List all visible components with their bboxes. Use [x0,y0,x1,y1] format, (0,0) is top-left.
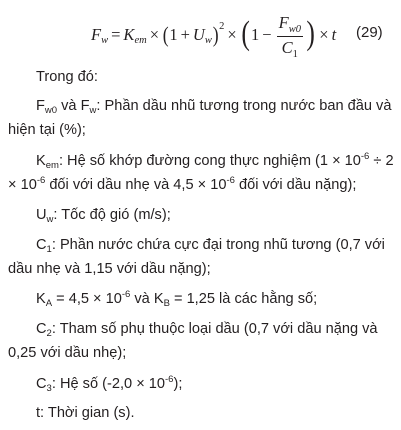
eq-equals: = [111,25,121,44]
def-kb-symbol: và K [130,291,164,307]
def-c1-text: : Phần nước chứa cực đại trong nhũ tương (0,7 với [51,237,385,253]
def-kem-exp2: -6 [36,175,46,186]
eq-k-sub: em [134,34,147,46]
eq-open-paren: ( [162,22,169,47]
def-t-text: t: Thời gian (s). [36,405,135,421]
def-fw-sub: w [89,105,97,116]
equation-29 [0,4,401,66]
def-c3-text-a: : Hệ số (-2,0 × 10 [51,376,166,392]
eq-times-1: × [149,25,159,44]
def-uw-symbol: U [36,207,47,223]
eq-fraction [277,13,303,60]
def-kem-line2-a: × 10 [8,177,37,193]
intro-label: Trong đó: [36,69,98,85]
equation-number: (29) [356,24,383,41]
def-fw-symbol: và F [57,98,90,114]
def-t [8,402,401,425]
def-ka-symbol: K [36,291,46,307]
eq-k-symbol: K [123,25,135,44]
def-kb-text: = 1,25 là các hằng số; [169,291,318,307]
eq-one: 1 [169,25,178,44]
def-c1 [8,234,398,281]
def-ka-sub: A [45,298,53,309]
def-ka-exp: -6 [121,289,131,300]
eq-num-symbol: F [278,12,289,32]
def-kem-div: ÷ 2 [369,153,394,169]
eq-num-sub: w0 [288,23,301,35]
def-fw0-text: : Phần dầu nhũ tương trong nước ban đầu và [96,98,392,114]
eq-t-symbol: t [331,25,337,44]
eq-one-2: 1 [251,25,260,44]
def-kem-text: : Hệ số khớp đường cong thực nghiệm (1 × 10 [58,153,361,169]
eq-plus: + [180,25,190,44]
def-ka-kb [8,288,401,312]
def-fw0-symbol: F [36,98,45,114]
def-c2-text: : Tham số phụ thuộc loại dầu (0,7 với dầu nặng và [51,321,378,337]
eq-times-3: × [319,25,329,44]
def-kem-symbol: K [36,153,46,169]
eq-big-open-paren: ( [241,15,250,52]
def-fw0-sub: w0 [44,105,58,116]
def-ka-text: = 4,5 × 10 [52,291,122,307]
def-kem-line1 [8,153,394,169]
def-uw-sub: w [46,214,54,225]
eq-lhs-sub: w [101,34,109,46]
def-kem-sub: em [45,160,59,171]
equation-body [91,4,336,66]
eq-lhs-symbol: F [91,25,102,44]
eq-minus: − [262,25,272,44]
def-c3-text-b: ); [173,376,183,392]
def-c3-sub: 3 [46,383,52,394]
def-c2-line2: 0,25 với dầu nhẹ); [8,345,127,361]
def-fw0-line1 [8,98,391,114]
def-uw-text: : Tốc độ gió (m/s); [53,207,171,223]
def-c3 [8,373,401,397]
intro-text [8,66,401,89]
def-c1-line1 [8,237,385,253]
eq-big-close-paren: ) [306,15,315,52]
eq-u-symbol: U [192,25,205,44]
eq-den-sub: 1 [292,48,298,60]
def-c1-line2: dầu nhẹ và 1,15 với dầu nặng); [8,261,211,277]
eq-power: 2 [219,20,225,32]
def-kem-line2-c: đối với dầu nặng); [234,177,357,193]
def-c1-symbol: C [36,237,47,253]
def-c2 [8,318,398,365]
def-c1-sub: 1 [46,244,52,255]
eq-times-2: × [227,25,237,44]
def-kem-exp3: -6 [226,175,235,186]
eq-fraction-numerator [277,13,303,37]
eq-close-paren: ) [212,22,219,47]
def-c3-exp: -6 [165,374,174,385]
def-kem [8,150,398,198]
def-kem-exp1: -6 [360,151,370,162]
def-uw [8,204,401,228]
eq-den-symbol: C [281,37,293,57]
def-c3-symbol: C [36,376,47,392]
eq-fraction-denominator [280,37,300,60]
def-kem-line2-b: đối với dầu nhẹ và 4,5 × 10 [45,177,227,193]
def-kb-sub: B [163,298,170,309]
def-fw0-line2: hiện tại (%); [8,122,86,138]
def-c2-symbol: C [36,321,47,337]
def-fw0-fw [8,95,398,142]
def-c2-sub: 2 [46,328,52,339]
def-c2-line1 [8,321,378,337]
eq-u-sub: w [204,34,212,46]
